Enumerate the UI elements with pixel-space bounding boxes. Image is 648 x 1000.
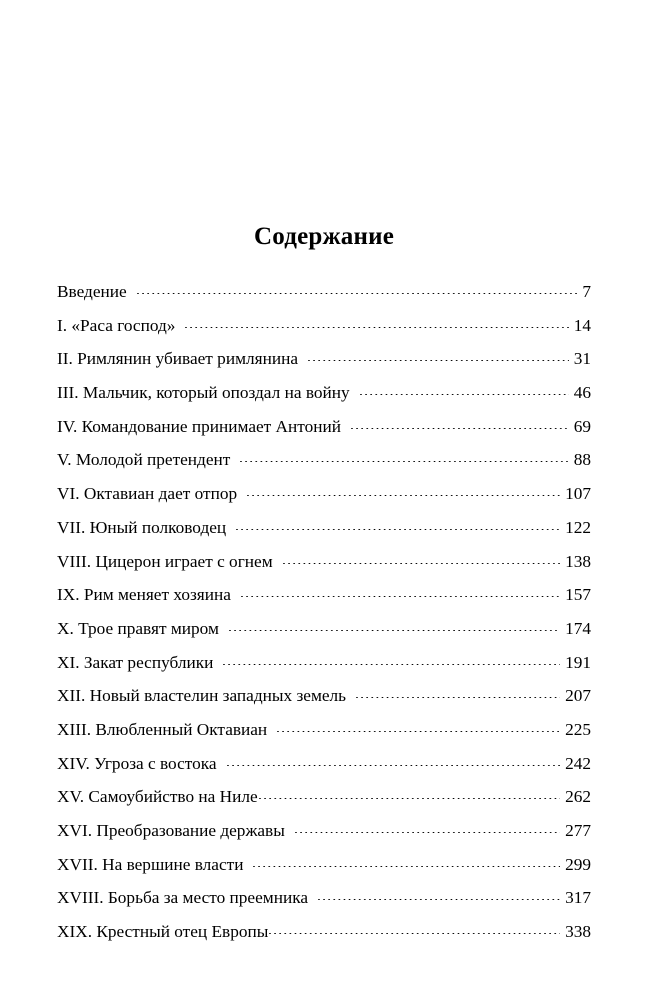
dot-leader	[356, 697, 560, 698]
dot-leader	[295, 832, 560, 833]
toc-entry-page-number: 174	[565, 618, 591, 638]
toc-entry-label: VI. Октавиан дает отпор	[57, 484, 238, 504]
toc-entry-label: XII. Новый властелин западных земель	[57, 686, 347, 706]
toc-entry-page-number: 69	[573, 416, 591, 436]
dot-leader	[236, 529, 560, 530]
dot-leader	[308, 360, 569, 361]
toc-entry[interactable]	[57, 719, 591, 753]
toc-entry[interactable]	[57, 483, 591, 517]
toc-entry-label: XIII. Влюбленный Октавиан	[57, 719, 268, 739]
dot-leader	[240, 461, 568, 462]
dot-leader	[318, 899, 560, 900]
toc-entry-label: V. Молодой претендент	[57, 450, 231, 470]
toc-entry-label: IX. Рим меняет хозяина	[57, 585, 231, 605]
toc-entry-page-number: 191	[565, 652, 591, 672]
toc-entry-label: XIX. Крестный отец Европы	[57, 922, 269, 942]
dot-leader	[360, 394, 569, 395]
dot-leader	[223, 664, 560, 665]
toc-entry[interactable]	[57, 887, 591, 921]
dot-leader	[277, 731, 560, 732]
toc-entry-page-number: 299	[565, 854, 591, 874]
toc-entry[interactable]	[57, 854, 591, 888]
toc-entry-label: IV. Командование принимает Антоний	[57, 416, 341, 436]
toc-entry[interactable]	[57, 921, 591, 955]
toc-entry-page-number: 46	[573, 383, 591, 403]
toc-entry-page-number: 138	[565, 551, 591, 571]
dot-leader	[227, 765, 561, 766]
dot-leader	[247, 495, 560, 496]
dot-leader	[241, 596, 560, 597]
toc-entry[interactable]	[57, 348, 591, 382]
table-of-contents-list	[57, 281, 591, 955]
toc-entry[interactable]	[57, 449, 591, 483]
toc-entry-label: XV. Самоубийство на Ниле	[57, 787, 258, 807]
toc-entry-label: Введение	[57, 282, 127, 301]
toc-entry[interactable]	[57, 382, 591, 416]
toc-entry-label: II. Римлянин убивает римлянина	[57, 349, 298, 369]
toc-entry-label: I. «Раса господ»	[57, 315, 176, 335]
toc-entry-page-number: 277	[565, 821, 591, 840]
dot-leader	[283, 563, 560, 564]
toc-entry[interactable]	[57, 416, 591, 450]
toc-entry[interactable]	[57, 820, 591, 854]
dot-leader	[229, 630, 560, 631]
toc-entry-page-number: 122	[565, 517, 591, 537]
toc-entry-page-number: 88	[573, 450, 591, 470]
toc-entry-page-number: 7	[582, 282, 591, 301]
toc-entry-label: XVII. На вершине власти	[57, 854, 244, 874]
toc-entry[interactable]	[57, 281, 591, 315]
toc-entry[interactable]	[57, 584, 591, 618]
toc-entry-label: XVI. Преобразование державы	[57, 821, 285, 840]
toc-entry-label: VIII. Цицерон играет с огнем	[57, 551, 273, 571]
dot-leader	[253, 866, 560, 867]
toc-entry-page-number: 157	[565, 585, 591, 605]
toc-entry-page-number: 225	[565, 719, 591, 739]
toc-entry-label: III. Мальчик, который опоздал на войну	[57, 383, 350, 403]
toc-entry[interactable]	[57, 551, 591, 585]
dot-leader	[269, 933, 560, 934]
toc-entry-page-number: 242	[565, 753, 591, 773]
dot-leader	[259, 798, 560, 799]
dot-leader	[137, 293, 578, 294]
toc-entry-page-number: 338	[565, 922, 591, 942]
toc-entry-label: XI. Закат республики	[57, 652, 214, 672]
toc-entry[interactable]	[57, 517, 591, 551]
toc-entry-page-number: 14	[573, 315, 591, 335]
toc-entry-label: XVIII. Борьба за место преемника	[57, 888, 309, 908]
toc-entry-page-number: 207	[565, 686, 591, 706]
toc-entry-page-number: 107	[565, 484, 591, 504]
page-title: Содержание	[253, 222, 394, 250]
dot-leader	[351, 428, 569, 429]
toc-entry-page-number: 317	[565, 888, 591, 908]
toc-entry-label: X. Трое правят миром	[57, 618, 219, 638]
toc-entry-label: XIV. Угроза с востока	[57, 753, 217, 773]
toc-entry[interactable]	[57, 652, 591, 686]
toc-entry[interactable]	[57, 685, 591, 719]
toc-entry[interactable]	[57, 315, 591, 349]
toc-entry-page-number: 262	[565, 787, 591, 807]
toc-entry-page-number: 31	[573, 349, 591, 369]
toc-entry[interactable]	[57, 786, 591, 820]
toc-entry[interactable]	[57, 618, 591, 652]
dot-leader	[185, 327, 568, 328]
toc-entry-label: VII. Юный полководец	[57, 517, 227, 537]
toc-entry[interactable]	[57, 753, 591, 787]
